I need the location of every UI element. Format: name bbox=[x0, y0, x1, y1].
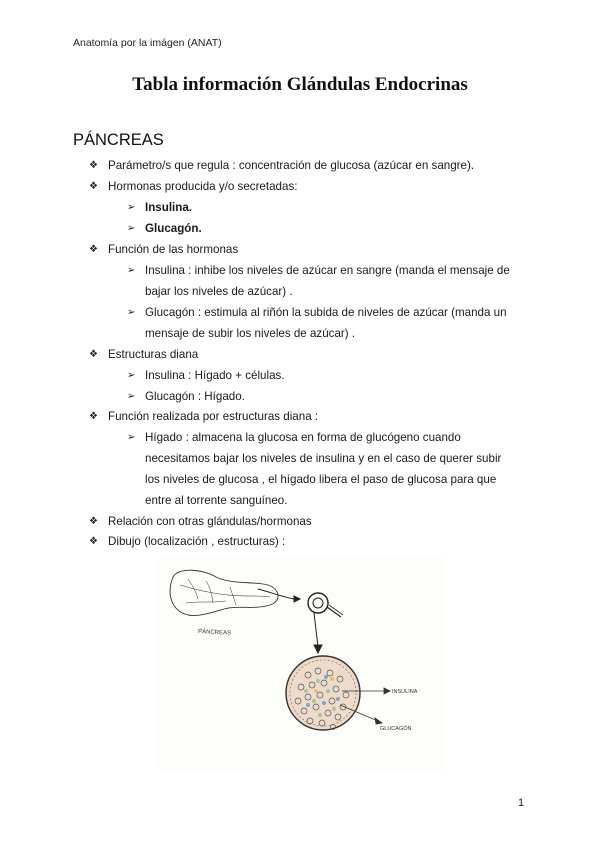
diamond-bullet-icon: ❖ bbox=[89, 244, 98, 255]
bullet-text: Dibujo (localización , estructuras) : bbox=[108, 535, 286, 548]
islet-closeup-small bbox=[308, 593, 343, 617]
bullet-text: Hormonas producida y/o secretadas: bbox=[108, 180, 298, 193]
diamond-bullet-icon: ❖ bbox=[89, 160, 98, 171]
subbullet-text: Glucagón : estimula al riñón la subida de niveles de azúcar (manda un bbox=[145, 306, 507, 319]
arrow-bullet-icon: ➢ bbox=[127, 432, 136, 443]
arrow-bullet-icon: ➢ bbox=[127, 391, 136, 402]
diamond-bullet-icon: ❖ bbox=[89, 516, 98, 527]
arrow-bullet-icon: ➢ bbox=[127, 370, 136, 381]
page-number: 1 bbox=[518, 797, 525, 809]
diamond-bullet-icon: ❖ bbox=[89, 181, 98, 192]
subbullet-text: Glucagón : Hígado. bbox=[145, 390, 245, 403]
diamond-bullet-icon: ❖ bbox=[89, 411, 98, 422]
arrow-bullet-icon: ➢ bbox=[127, 202, 136, 213]
arrow-to-islet bbox=[258, 589, 300, 602]
glucagon-label: GLUCAGÓN bbox=[380, 726, 412, 732]
subbullet-text: Insulina. bbox=[145, 201, 193, 214]
arrow-bullet-icon: ➢ bbox=[127, 265, 136, 276]
diamond-bullet-icon: ❖ bbox=[89, 536, 98, 547]
subbullet-text: Hígado : almacena la glucosa en forma de glucógeno cuando bbox=[145, 431, 461, 444]
pancreas-drawing bbox=[158, 555, 445, 773]
subbullet-continuation: mensaje de subir los niveles de azúcar) . bbox=[145, 327, 356, 340]
arrow-bullet-icon: ➢ bbox=[127, 223, 136, 234]
diamond-bullet-icon: ❖ bbox=[89, 349, 98, 360]
bullet-text: Estructuras diana bbox=[108, 348, 199, 361]
bullet-text: Función realizada por estructuras diana : bbox=[108, 410, 319, 423]
bullet-text: Parámetro/s que regula : concentración de glucosa (azúcar en sangre). bbox=[108, 159, 475, 172]
subbullet-continuation: los niveles de glucosa , el hígado libera el paso de glucosa para que bbox=[145, 473, 497, 486]
arrow-bullet-icon: ➢ bbox=[127, 307, 136, 318]
subbullet-continuation: entre al torrente sanguíneo. bbox=[145, 494, 288, 507]
subbullet-text: Insulina : inhibe los niveles de azúcar en sangre (manda el mensaje de bbox=[145, 264, 510, 277]
bullet-text: Función de las hormonas bbox=[108, 243, 239, 256]
pancreas-organ-shape bbox=[170, 570, 278, 615]
bullet-text: Relación con otras glándulas/hormonas bbox=[108, 515, 312, 528]
subbullet-text: Insulina : Hígado + células. bbox=[145, 369, 285, 382]
subbullet-text: Glucagón. bbox=[145, 222, 202, 235]
islet-detail-large bbox=[286, 656, 360, 730]
page-title: Tabla información Glándulas Endocrinas bbox=[132, 74, 468, 95]
page-header: Anatomía por la imágen (ANAT) bbox=[73, 37, 222, 49]
arrow-to-islet-detail bbox=[314, 613, 322, 653]
subbullet-continuation: bajar los niveles de azúcar) . bbox=[145, 285, 293, 298]
pancreas-label: PÁNCREAS bbox=[197, 629, 232, 637]
section-title: PÁNCREAS bbox=[73, 131, 164, 149]
subbullet-continuation: necesitamos bajar los niveles de insulina y en el caso de querer subir bbox=[145, 452, 502, 465]
insulina-label: INSULINA bbox=[392, 689, 418, 695]
